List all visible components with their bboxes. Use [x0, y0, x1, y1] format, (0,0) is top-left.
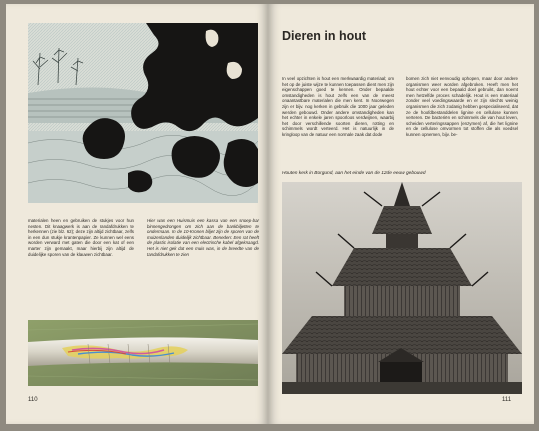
- photo-caption: Houten kerk in Borgund, aan het einde van de 12de eeuw gebouwd: [282, 171, 426, 176]
- page-number-right: 111: [502, 397, 512, 403]
- caption-left-column: materialen heen en gebruiken de stukjes voor hun nesten. Dit knaagwerk is aan de randafdrukken te herkennen (zie blz. 62); deze zijn altijd zichtbaar, zelfs in een dun stukje krantenpapier. Ze kunnen wel eens worden verward met gaten die door een kat of een marter zijn gemaakt, maar hierbij zijn altijd de duidelijke sporen van de klauwen zichtbaar.: [28, 218, 134, 257]
- page-number-left: 110: [28, 397, 38, 403]
- stave-church-photo: [282, 182, 522, 394]
- right-page: [268, 4, 534, 424]
- chewed-banknote-photo: [28, 23, 258, 203]
- chapter-heading: Dieren in hout: [282, 29, 367, 43]
- left-page: [6, 4, 268, 424]
- body-column-2: bomen zich niet eenvoudig ophopen, maar door andere organismen weer worden afgebroken. Heeft men het hout echter voor een bepaald doel gebruikt, dan noemt men hetzelfde proces schadelijk. Hout is een materiaal zonder veel voedingswaarde en er zijn slechts weinig organismen die zich zodanig hebben gespecialiseerd, dat ze de hoofdbestanddelen lignine en cellulose kunnen verteren. De bacteriën en schimmels die van hout leven, scheiden verteringssappen (enzymen) af, die het lignine en de cellulose omvormen tot stoffen die als voedsel kunnen opnemen, bijv. be-: [406, 76, 518, 137]
- caption-right-column: Hier was een Huismuis een kassa van een snoep-bar binnengedrongen om zich aan de bankbiljetten te ondermaan. In de 10-Kronen biljet zijn de sporen van de muizenlanden duidelijk zichtbaar. Beneden: Een rat heeft de plastic isolatie van een electrische kabel afgeknaagd. Het is niet gek dat een muis was, in de breedte van de tandafdrukken te zien: [147, 218, 259, 257]
- chewed-cable-photo: [28, 320, 258, 386]
- body-column-1: In veel opzichten is hout een merkwaardig materiaal; om het op de juiste wijze te kunnen toepassen dient men zijn eigenschappen goed te kennen. Onder bepaalde omstandigheden is hout zelfs een van de meest onaantastbare materialen die men kent. In Noorwegen zijn er bijv. nog kerken in gebruik die 1000 jaar geleden werden gebouwd. Onder andere omstandigheden kan het echter in enkele jaren spoorloos verdwijnen, waarbij het door verschillende soorten dieren, rotting en schimmels wordt verteerd. Het is natuurlijk in de kringloop van de natuur een normale zaak dat dode: [282, 76, 394, 137]
